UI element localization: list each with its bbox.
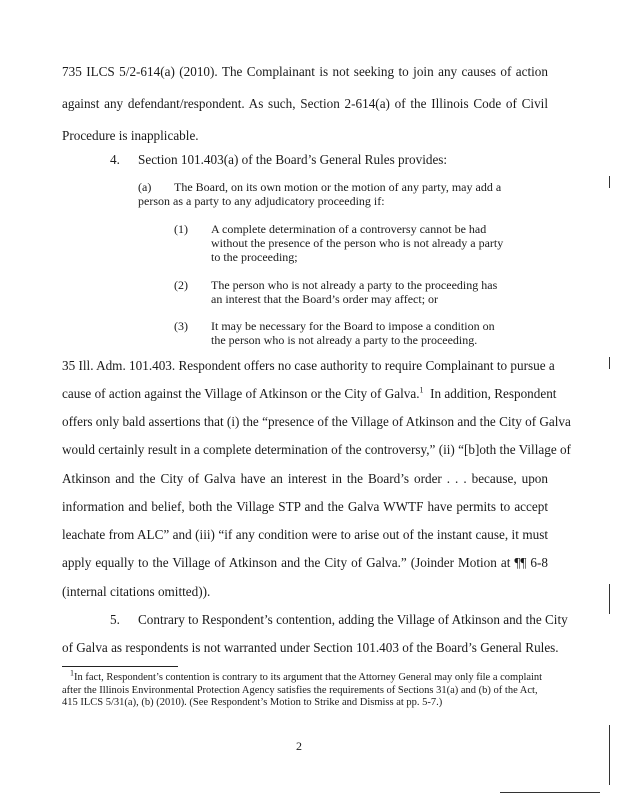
text-segment: In addition, Respondent	[430, 386, 557, 401]
footnote	[62, 668, 546, 710]
text-line: (internal citations omitted)).	[62, 584, 211, 599]
text-line	[62, 386, 556, 402]
text-line: 735 ILCS 5/2-614(a) (2010). The Complainant is not seeking to join any causes of action	[62, 64, 548, 79]
text-line: 35 Ill. Adm. 101.403. Respondent offers no case authority to require Complainant to pursue a	[62, 358, 555, 373]
page-number: 2	[296, 739, 302, 753]
text-line: Contrary to Respondent’s contention, adding the Village of Atkinson and the City	[138, 612, 568, 627]
text-line: against any defendant/respondent. As such, Section 2-614(a) of the Illinois Code of Civil	[62, 96, 548, 111]
scan-margin-mark	[609, 725, 610, 785]
rule-quote-text: A complete determination of a controversy cannot be had without the presence of the person who is not already a party to the proceeding;	[211, 222, 504, 264]
text-line: offers only bald assertions that (i) the “presence of the Village of Atkinson and the City of Galva	[62, 414, 571, 429]
scan-margin-mark	[609, 584, 610, 614]
footnote-text: In fact, Respondent’s contention is contrary to its argument that the Attorney General may only file a complaint after the Illinois Environmental Protection Agency satisfies the requirements of Sections 31(a) and (b) of the Act, 415 ILCS 5/31(a), (b) (2010). (See Respondent’s Motion to Strike and Dismiss at pp. 5-7.)	[62, 672, 543, 708]
text-line: would certainly result in a complete determination of the controversy,” (ii) “[b]oth the Village of	[62, 442, 571, 457]
rule-item-marker: (1)	[174, 222, 188, 236]
text-segment: cause of action against the Village of Atkinson or the City of Galva.	[62, 386, 420, 401]
scan-bottom-mark	[500, 792, 600, 793]
text-line: of Galva as respondents is not warranted under Section 101.403 of the Board’s General Rules.	[62, 640, 559, 655]
footnote-ref: 1	[419, 385, 424, 395]
rule-quote-text: The Board, on its own motion or the motion of any party, may add a person as a party to any adjudicatory proceeding if:	[138, 180, 502, 208]
rule-quote-text: It may be necessary for the Board to impose a condition on the person who is not already a party to the proceeding.	[211, 319, 495, 347]
scan-margin-mark	[609, 176, 610, 188]
rule-item-marker: (3)	[174, 319, 188, 333]
text-line: leachate from ALC” and (iii) “if any condition were to arise out of the instant cause, it must	[62, 527, 548, 542]
text-line: Procedure is inapplicable.	[62, 128, 199, 143]
rule-quote-text: The person who is not already a party to the proceeding has an interest that the Board’s order may affect; or	[211, 278, 498, 306]
paragraph-number: 5.	[110, 612, 120, 627]
scan-margin-mark	[609, 357, 610, 369]
rule-item-marker: (2)	[174, 278, 188, 292]
paragraph-number: 4.	[110, 152, 120, 167]
footnote-separator	[62, 666, 178, 667]
text-line: Section 101.403(a) of the Board’s General Rules provides:	[138, 152, 448, 167]
rule-item-marker: (a)	[138, 180, 152, 194]
text-line: apply equally to the Village of Atkinson and the City of Galva.” (Joinder Motion at ¶¶ 6-8	[62, 555, 548, 570]
text-line: Atkinson and the City of Galva have an interest in the Board’s order . . . because, upon	[62, 471, 548, 486]
footnote-marker: 1	[70, 668, 74, 678]
text-line: information and belief, both the Village STP and the Galva WWTF have permits to accept	[62, 499, 548, 514]
